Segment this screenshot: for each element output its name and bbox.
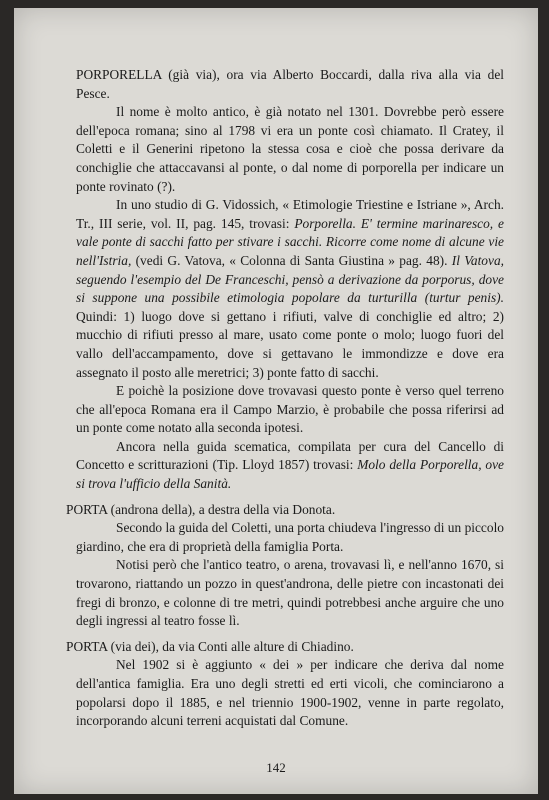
italic-quote: Molo della Porporella, ove si trova l'ufficio della Sanità.	[76, 457, 504, 492]
italic-quote: Il Vatova, seguendo l'esempio del De Franceschi, pensò a derivazione da porporus, dove si suppone una possibile etimologia popolare da turturilla (turtur penis).	[76, 252, 504, 306]
paragraph-text: Ancora nella guida scematica, compilata per cura del Cancello di Concetto e scritturazioni (Tip. Lloyd 1857) trovasi:	[76, 438, 504, 473]
entry-heading-text: PORTA (androna della), a destra della via Donota.	[66, 501, 336, 517]
entry-heading-line	[66, 501, 504, 520]
italic-quote: Porporella. E' termine marinaresco, e vale ponte di sacchi fatto per stivare i sacchi. Ricorre come nome di alcune vie nell'Istria,	[76, 215, 504, 268]
paragraph-text: Nel 1902 si è aggiunto « dei » per indicare che deriva dal nome dell'antica famiglia. Era uno degli stretti ed erti vicoli, che cominciarono a popolarsi dopo il 1885, e nel triennio 1900-1902, venne in parte regolato, incorporando alcuni terreni acquistati dal Comune.	[76, 657, 504, 729]
paragraph-text: Quindi: 1) luogo dove si gettano i rifiuti, valve di conchiglie ed altro; 2) mucchio di rifiuti presso al mare, usato come ponte o molo; luogo fuori del vallo dell'accampamento, dove si gettavano le immondizze e dove era assegnato il posto alle meretrici; 3) ponte fatto di sacchi.	[76, 308, 504, 380]
entry-porta-via	[66, 638, 504, 731]
paragraph-text: E poichè la posizione dove trovavasi questo ponte è verso quel terreno che all'epoca Romana era il Campo Marzio, è probabile che possa riferirsi ad un ponte come notato alla seconda ipotesi.	[76, 383, 504, 436]
entry-heading-text: PORPORELLA (già via), ora via Alberto Boccardi, dalla riva alla via del Pesce.	[76, 67, 504, 101]
entry-heading-text: PORTA (via dei), da via Conti alle alture di Chiadino.	[66, 638, 354, 654]
paragraph	[76, 519, 504, 556]
book-page	[14, 8, 538, 794]
entry-porta-androna	[66, 501, 504, 631]
paragraph-text: In uno studio di G. Vidossich, « Etimologie Triestine e Istriane », Arch. Tr., III serie, vol. II, pag. 145, trovasi:	[76, 197, 504, 231]
paragraph	[76, 656, 504, 730]
paragraph	[76, 196, 504, 382]
entry-heading-line	[66, 638, 504, 657]
paragraph-text: (vedi G. Vatova, « Colonna di Santa Giustina » pag. 48).	[131, 252, 452, 268]
paragraph	[76, 382, 504, 438]
paragraph-text: Notisi però che l'antico teatro, o arena, trovavasi lì, e nell'anno 1670, si trovarono, riattando un pozzo in quest'androna, delle pietre con incastonati dei fregi di bronzo, e colonne di tre metri, quindi potrebbesi anche arguire che uno degli ingressi al teatro fosse lì.	[76, 557, 504, 629]
paragraph	[76, 103, 504, 196]
page-body	[66, 66, 504, 738]
page-number: 142	[266, 760, 286, 775]
paragraph-text: Il nome è molto antico, è già notato nel 1301. Dovrebbe però essere dell'epoca romana; sino al 1798 vi era un ponte così chiamato. Il Cratey, il Coletti e il Generini ripetono la stessa cosa e cioè che possa derivare da conchiglie che attaccavansi al ponte, o dal nome di porporella per indicare un ponte rovinato (?).	[76, 104, 504, 194]
paragraph	[76, 438, 504, 494]
paragraph	[76, 556, 504, 630]
entry-porporella	[76, 66, 504, 494]
entry-heading-line	[76, 66, 504, 103]
paragraph-text: Secondo la guida del Coletti, una porta chiudeva l'ingresso di un piccolo giardino, che era di proprietà della famiglia Porta.	[76, 520, 504, 554]
